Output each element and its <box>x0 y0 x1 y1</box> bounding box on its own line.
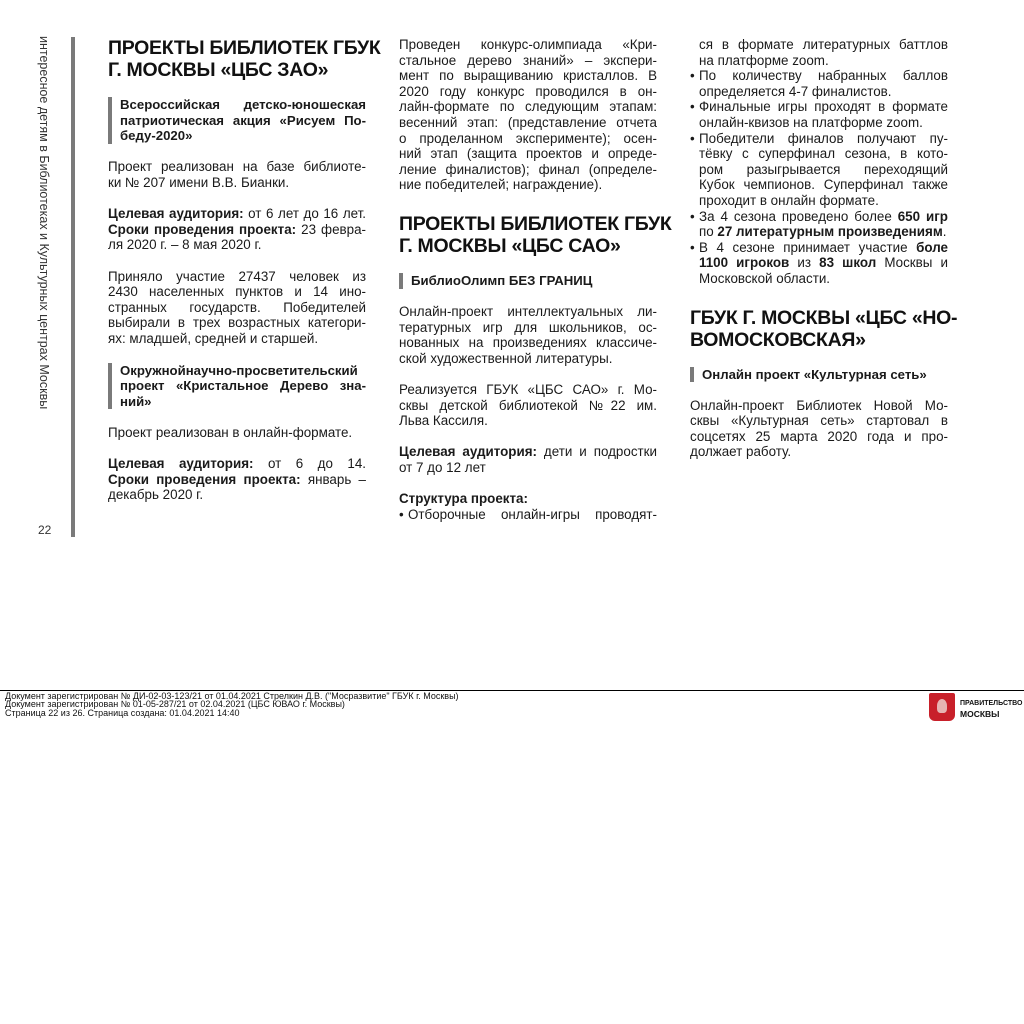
text-line: • Отборочные онлайн-игры проводят- <box>399 507 657 523</box>
text-line: декабрь 2020 г. <box>108 487 204 503</box>
bullet-item <box>690 240 948 287</box>
project-title <box>108 363 366 410</box>
text-line: Г. МОСКВЫ «ЦБС САО» <box>399 234 621 257</box>
text-line: Проведен конкурс-олимпиада «Кри- <box>399 37 657 52</box>
project-title <box>399 273 657 289</box>
text-line: ВОМОСКОВСКАЯ» <box>690 328 866 351</box>
text-line: Сроки проведения проекта: 23 февра- <box>108 221 366 237</box>
text-line: на платформе zoom. <box>699 52 829 68</box>
project-title <box>108 97 366 144</box>
bullet-item <box>690 131 948 209</box>
text-line: выбирали в трех возрастных категори- <box>108 315 366 331</box>
text-line: определяется 4-7 финалистов. <box>699 83 892 99</box>
text-line: Онлайн-проект интеллектуальных ли- <box>399 304 657 320</box>
text-line: • Победители финалов получают пу- <box>690 131 948 147</box>
text-line: соцсетях 25 марта 2020 года и про- <box>690 428 948 444</box>
column-3 <box>690 37 958 460</box>
text-line: • Финальные игры проходят в формате <box>690 99 948 115</box>
logo-line-2: МОСКВЫ <box>960 709 1000 719</box>
text-line: сквы детской библиотекой №22 им. <box>399 397 657 413</box>
text-line: 1100 игроков из 83 школ Москвы и <box>699 255 948 271</box>
paragraph <box>399 304 657 366</box>
text-line: проходит в онлайн формате. <box>699 192 879 208</box>
footer-line: Документ зарегистрирован № 01-05-287/21 от 02.04.2021 (ЦБС ЮВАО г. Москвы) <box>5 699 345 710</box>
text-line: 2020 году конкурс проводился в он- <box>399 83 657 99</box>
text-line: • По количеству набранных баллов <box>690 68 948 84</box>
text-line: Онлайн проект «Культурная сеть» <box>702 366 927 382</box>
text-line: тёвку с суперфинал сезона, в кото- <box>699 146 948 162</box>
footer-line: Страница 22 из 26. Страница создана: 01.04.2021 14:40 <box>5 707 240 718</box>
text-line: ление финалистов); финал (определе- <box>399 161 657 177</box>
text-line: по 27 литературным произведениям. <box>699 224 947 240</box>
paragraph <box>399 491 657 507</box>
text-line: • За 4 сезона проведено более 650 игр <box>690 209 948 225</box>
text-line: Проект реализован в онлайн-формате. <box>108 424 353 440</box>
text-line: патриотическая акция «Рисуем По- <box>120 112 366 128</box>
footer-line: Документ зарегистрирован № ДИ-02-03-123/21 от 01.04.2021 Стрелкин Д.В. ("Мосразвитие" ГБУК г. Москвы) <box>5 691 459 701</box>
text-line: ся в формате литературных баттлов <box>699 37 948 52</box>
text-line: Сроки проведения проекта: январь – <box>108 471 366 487</box>
text-line: Онлайн-проект Библиотек Новой Мо- <box>690 397 948 413</box>
running-title-text: интересное детям в Библиотеках и Культурных центрах Москвы <box>37 36 51 410</box>
running-title <box>36 36 50 416</box>
text-line: ля 2020 г. – 8 мая 2020 г. <box>108 237 262 253</box>
bullet-item <box>690 209 948 240</box>
text-line: Структура проекта: <box>399 491 528 507</box>
text-line: Московской области. <box>699 270 831 286</box>
text-line: Льва Кассиля. <box>399 413 488 429</box>
text-line: ской художественной литературы. <box>399 350 613 366</box>
text-line: беду-2020» <box>120 128 193 144</box>
text-line: тературных игр для школьников, ос- <box>399 319 657 335</box>
column-1 <box>108 37 381 503</box>
text-line: Приняло участие 27437 человек из <box>108 268 366 284</box>
bullet-item <box>690 99 948 130</box>
paragraph <box>399 444 657 475</box>
text-line: ний этап (защита проектов и опреде- <box>399 146 657 162</box>
paragraph <box>108 206 366 253</box>
text-line: сквы «Культурная сеть» стартовал в <box>690 413 948 429</box>
text-line: ПРОЕКТЫ БИБЛИОТЕК ГБУК <box>399 212 672 235</box>
text-line: лайн-формате по следующим этапам: <box>399 99 657 115</box>
text-line: мент по выращиванию кристаллов. В <box>399 68 657 84</box>
text-line: Г. МОСКВЫ «ЦБС ЗАО» <box>108 59 329 81</box>
text-line: ПРОЕКТЫ БИБЛИОТЕК ГБУК <box>108 37 381 59</box>
paragraph <box>108 456 366 503</box>
section-heading <box>108 37 381 81</box>
paragraph <box>108 269 366 347</box>
project-title <box>690 367 948 383</box>
paragraph <box>108 425 366 441</box>
text-line: Проект реализован на базе библиоте- <box>108 159 366 175</box>
text-line: странных государств. Победителей <box>108 299 366 315</box>
bullet-item <box>690 37 948 68</box>
bullet-item <box>399 507 657 523</box>
bullet-item <box>690 68 948 99</box>
text-line: Кубок чемпионов. Суперфинал также <box>699 177 948 193</box>
moscow-government-logo <box>960 699 1022 719</box>
paragraph <box>108 159 366 190</box>
paragraph <box>399 37 657 193</box>
text-line: Всероссийская детско-юношеская <box>120 97 366 112</box>
text-line: ние победителей; награждение). <box>399 177 603 193</box>
text-line: ром разыгрывается переходящий <box>699 161 948 177</box>
paragraph <box>399 382 657 429</box>
paragraph <box>690 398 948 460</box>
sidebar-divider <box>71 37 75 537</box>
text-line: весенний этап: (представление отчета <box>399 114 657 130</box>
section-heading <box>690 306 958 351</box>
text-line: Целевая аудитория: от 6 лет до 16 лет. <box>108 206 366 222</box>
text-line: от 7 до 12 лет <box>399 460 486 476</box>
text-line: проект «Кристальное Дерево зна- <box>120 378 366 394</box>
text-line: Целевая аудитория: дети и подростки <box>399 444 657 460</box>
text-line: Окружнойнаучно-просветительский <box>120 362 358 378</box>
text-line: Реализуется ГБУК «ЦБС САО» г. Мо- <box>399 382 657 398</box>
column-2 <box>399 37 672 522</box>
text-line: ний» <box>120 393 152 409</box>
section-heading <box>399 212 672 257</box>
page-number: 22 <box>38 523 52 537</box>
text-line: ки № 207 имени В.В. Бианки. <box>108 174 290 190</box>
text-line: онлайн-квизов на платформе zoom. <box>699 114 923 130</box>
text-line: стальное дерево знаний» – экспери- <box>399 52 657 68</box>
text-line: Целевая аудитория: от 6 до 14. <box>108 456 366 472</box>
text-line: 2430 населенных пунктов и 14 ино- <box>108 284 366 300</box>
text-line: БиблиоОлимп БЕЗ ГРАНИЦ <box>411 272 593 288</box>
text-line: • В 4 сезоне принимает участие боле <box>690 240 948 256</box>
text-line: ях: младшей, средней и старшей. <box>108 330 319 346</box>
logo-line-1: ПРАВИТЕЛЬСТВО <box>960 700 1023 707</box>
registration-footer <box>5 692 459 717</box>
text-line: должает работу. <box>690 444 792 460</box>
text-line: о проделанном эксперименте); осен- <box>399 130 657 146</box>
text-line: ГБУК Г. МОСКВЫ «ЦБС «НО- <box>690 306 958 329</box>
text-line: нованных на произведениях классиче- <box>399 335 657 351</box>
moscow-coat-of-arms-icon <box>929 693 955 721</box>
